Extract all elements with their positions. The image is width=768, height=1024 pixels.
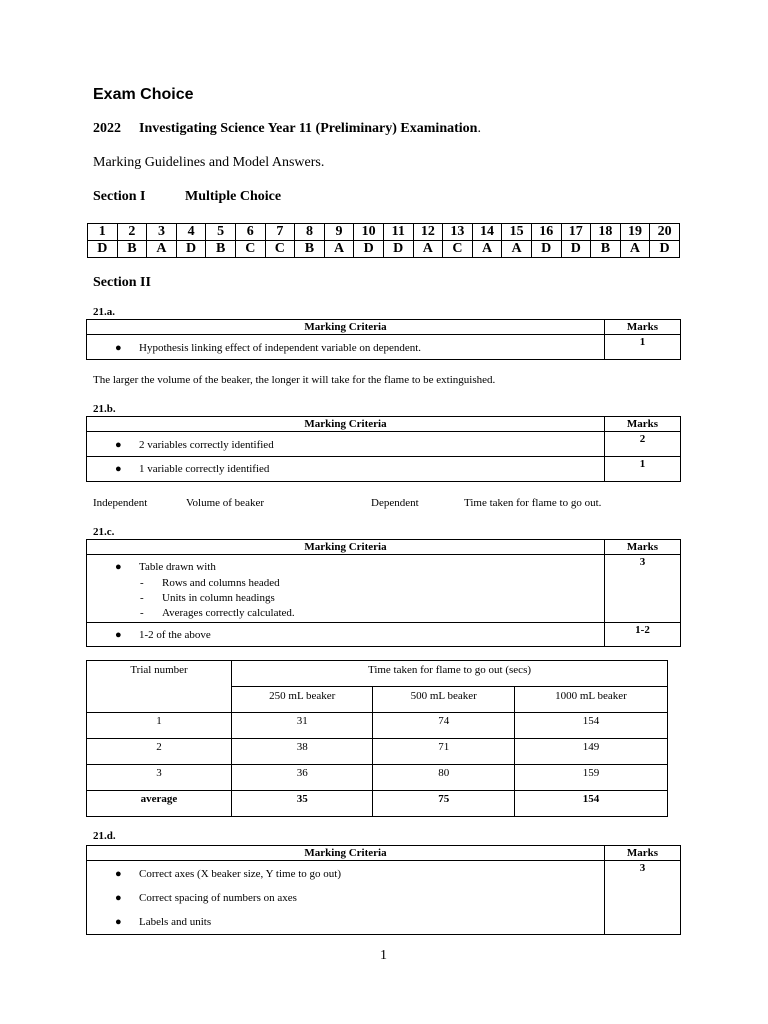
section1-number: Section I [93, 189, 146, 204]
q21b-independent-value: Volume of beaker [186, 497, 264, 509]
mc-answer: A [147, 241, 177, 258]
marks-header: Marks [605, 320, 681, 335]
criteria-header: Marking Criteria [87, 417, 605, 432]
mc-answer: B [591, 241, 621, 258]
q21a-label: 21.a. [93, 306, 115, 318]
mc-question-number: 11 [383, 224, 413, 241]
page-number: 1 [380, 948, 387, 963]
bullet-icon: ● [115, 342, 122, 354]
criteria-header: Marking Criteria [87, 320, 605, 335]
bullet-icon: ● [115, 629, 122, 641]
q21d-criteria-table [86, 845, 681, 935]
column-header-1000ml: 1000 mL beaker [514, 687, 667, 713]
results-data-table [86, 660, 668, 817]
bullet-icon: ● [115, 463, 122, 475]
table-row: 1 31 74 154 [87, 713, 668, 739]
table-row: 3 36 80 159 [87, 765, 668, 791]
q21b-criteria-table [86, 416, 681, 482]
mc-question-number: 5 [206, 224, 236, 241]
q21c-criteria-table [86, 539, 681, 647]
mc-answer: D [383, 241, 413, 258]
criteria-header: Marking Criteria [87, 540, 605, 555]
mc-answer: A [413, 241, 443, 258]
table-row: 2 38 71 149 [87, 739, 668, 765]
criteria-header: Marking Criteria [87, 846, 605, 861]
column-header-500ml: 500 mL beaker [373, 687, 514, 713]
q21a-criteria-table [86, 319, 681, 360]
criteria-subitem: - Averages correctly calculated. [140, 607, 295, 619]
q21b-independent-label: Independent [93, 497, 148, 509]
q21b-dependent-value: Time taken for flame to go out. [464, 497, 602, 509]
q21a-answer: The larger the volume of the beaker, the longer it will take for the flame to be extinguished. [93, 374, 496, 386]
mc-answer: D [561, 241, 591, 258]
criteria-marks: 3 [605, 555, 681, 623]
exam-name: Investigating Science Year 11 (Preliminary) Examination [139, 121, 478, 136]
average-row: average 35 75 154 [87, 791, 668, 817]
mc-question-number: 12 [413, 224, 443, 241]
exam-title [93, 121, 481, 137]
mc-question-number: 3 [147, 224, 177, 241]
criteria-marks: 1 [605, 457, 681, 482]
mc-question-number: 10 [354, 224, 384, 241]
mc-question-number: 7 [265, 224, 295, 241]
mc-answer: D [531, 241, 561, 258]
criteria-item: ● 2 variables correctly identified [87, 432, 605, 457]
criteria-marks: 1-2 [605, 623, 681, 647]
section2-heading: Section II [93, 275, 151, 290]
mc-question-number: 17 [561, 224, 591, 241]
criteria-item: ● Correct axes (X beaker size, Y time to go out) ● Correct spacing of numbers on axes ● Labels and units [87, 861, 605, 935]
mc-answer: B [295, 241, 325, 258]
mc-answer: D [354, 241, 384, 258]
exam-title-period: . [477, 121, 481, 136]
criteria-item: ● Hypothesis linking effect of independent variable on dependent. [87, 335, 605, 360]
mc-question-row [88, 224, 680, 241]
mc-question-number: 13 [443, 224, 473, 241]
mc-answer: A [502, 241, 532, 258]
mc-question-number: 2 [117, 224, 147, 241]
mc-answer: A [324, 241, 354, 258]
mc-answer: C [443, 241, 473, 258]
mc-answer: C [235, 241, 265, 258]
mc-answer: B [206, 241, 236, 258]
exam-year: 2022 [93, 121, 121, 136]
q21d-label: 21.d. [93, 830, 116, 842]
mc-question-number: 18 [591, 224, 621, 241]
mc-question-number: 1 [88, 224, 118, 241]
mc-answer: A [472, 241, 502, 258]
mc-question-number: 8 [295, 224, 325, 241]
column-header-250ml: 250 mL beaker [232, 687, 373, 713]
criteria-item: ● 1 variable correctly identified [87, 457, 605, 482]
bullet-icon: ● [115, 892, 122, 904]
bullet-icon: ● [115, 561, 122, 573]
brand-name: Exam Choice [93, 86, 194, 103]
marks-header: Marks [605, 846, 681, 861]
multiple-choice-answer-grid [87, 223, 680, 258]
mc-question-number: 19 [620, 224, 650, 241]
section1-title: Multiple Choice [185, 189, 282, 204]
mc-answer: D [650, 241, 680, 258]
mc-question-number: 6 [235, 224, 265, 241]
q21c-label: 21.c. [93, 526, 115, 538]
mc-question-number: 20 [650, 224, 680, 241]
marks-header: Marks [605, 540, 681, 555]
mc-question-number: 9 [324, 224, 354, 241]
mc-answer: D [176, 241, 206, 258]
mc-answer: A [620, 241, 650, 258]
bullet-icon: ● [115, 916, 122, 928]
bullet-icon: ● [115, 439, 122, 451]
mc-answer: B [117, 241, 147, 258]
mc-question-number: 16 [531, 224, 561, 241]
mc-question-number: 15 [502, 224, 532, 241]
q21b-dependent-label: Dependent [371, 497, 419, 509]
mc-question-number: 14 [472, 224, 502, 241]
marks-header: Marks [605, 417, 681, 432]
mc-answer: D [88, 241, 118, 258]
criteria-subitem: - Units in column headings [140, 592, 275, 604]
mc-question-number: 4 [176, 224, 206, 241]
mc-answer-row [88, 241, 680, 258]
criteria-item: ● 1-2 of the above [87, 623, 605, 647]
criteria-item: ● Table drawn with - Rows and columns headed - Units in column headings - Averages correctly calculated. [87, 555, 605, 623]
document-subtitle: Marking Guidelines and Model Answers. [93, 155, 325, 170]
time-taken-header: Time taken for flame to go out (secs) [232, 661, 668, 687]
criteria-marks: 1 [605, 335, 681, 360]
bullet-icon: ● [115, 868, 122, 880]
criteria-marks: 3 [605, 861, 681, 935]
mc-answer: C [265, 241, 295, 258]
criteria-marks: 2 [605, 432, 681, 457]
criteria-subitem: - Rows and columns headed [140, 577, 280, 589]
section1-heading [93, 189, 281, 205]
trial-number-header: Trial number [87, 661, 232, 713]
q21b-label: 21.b. [93, 403, 116, 415]
